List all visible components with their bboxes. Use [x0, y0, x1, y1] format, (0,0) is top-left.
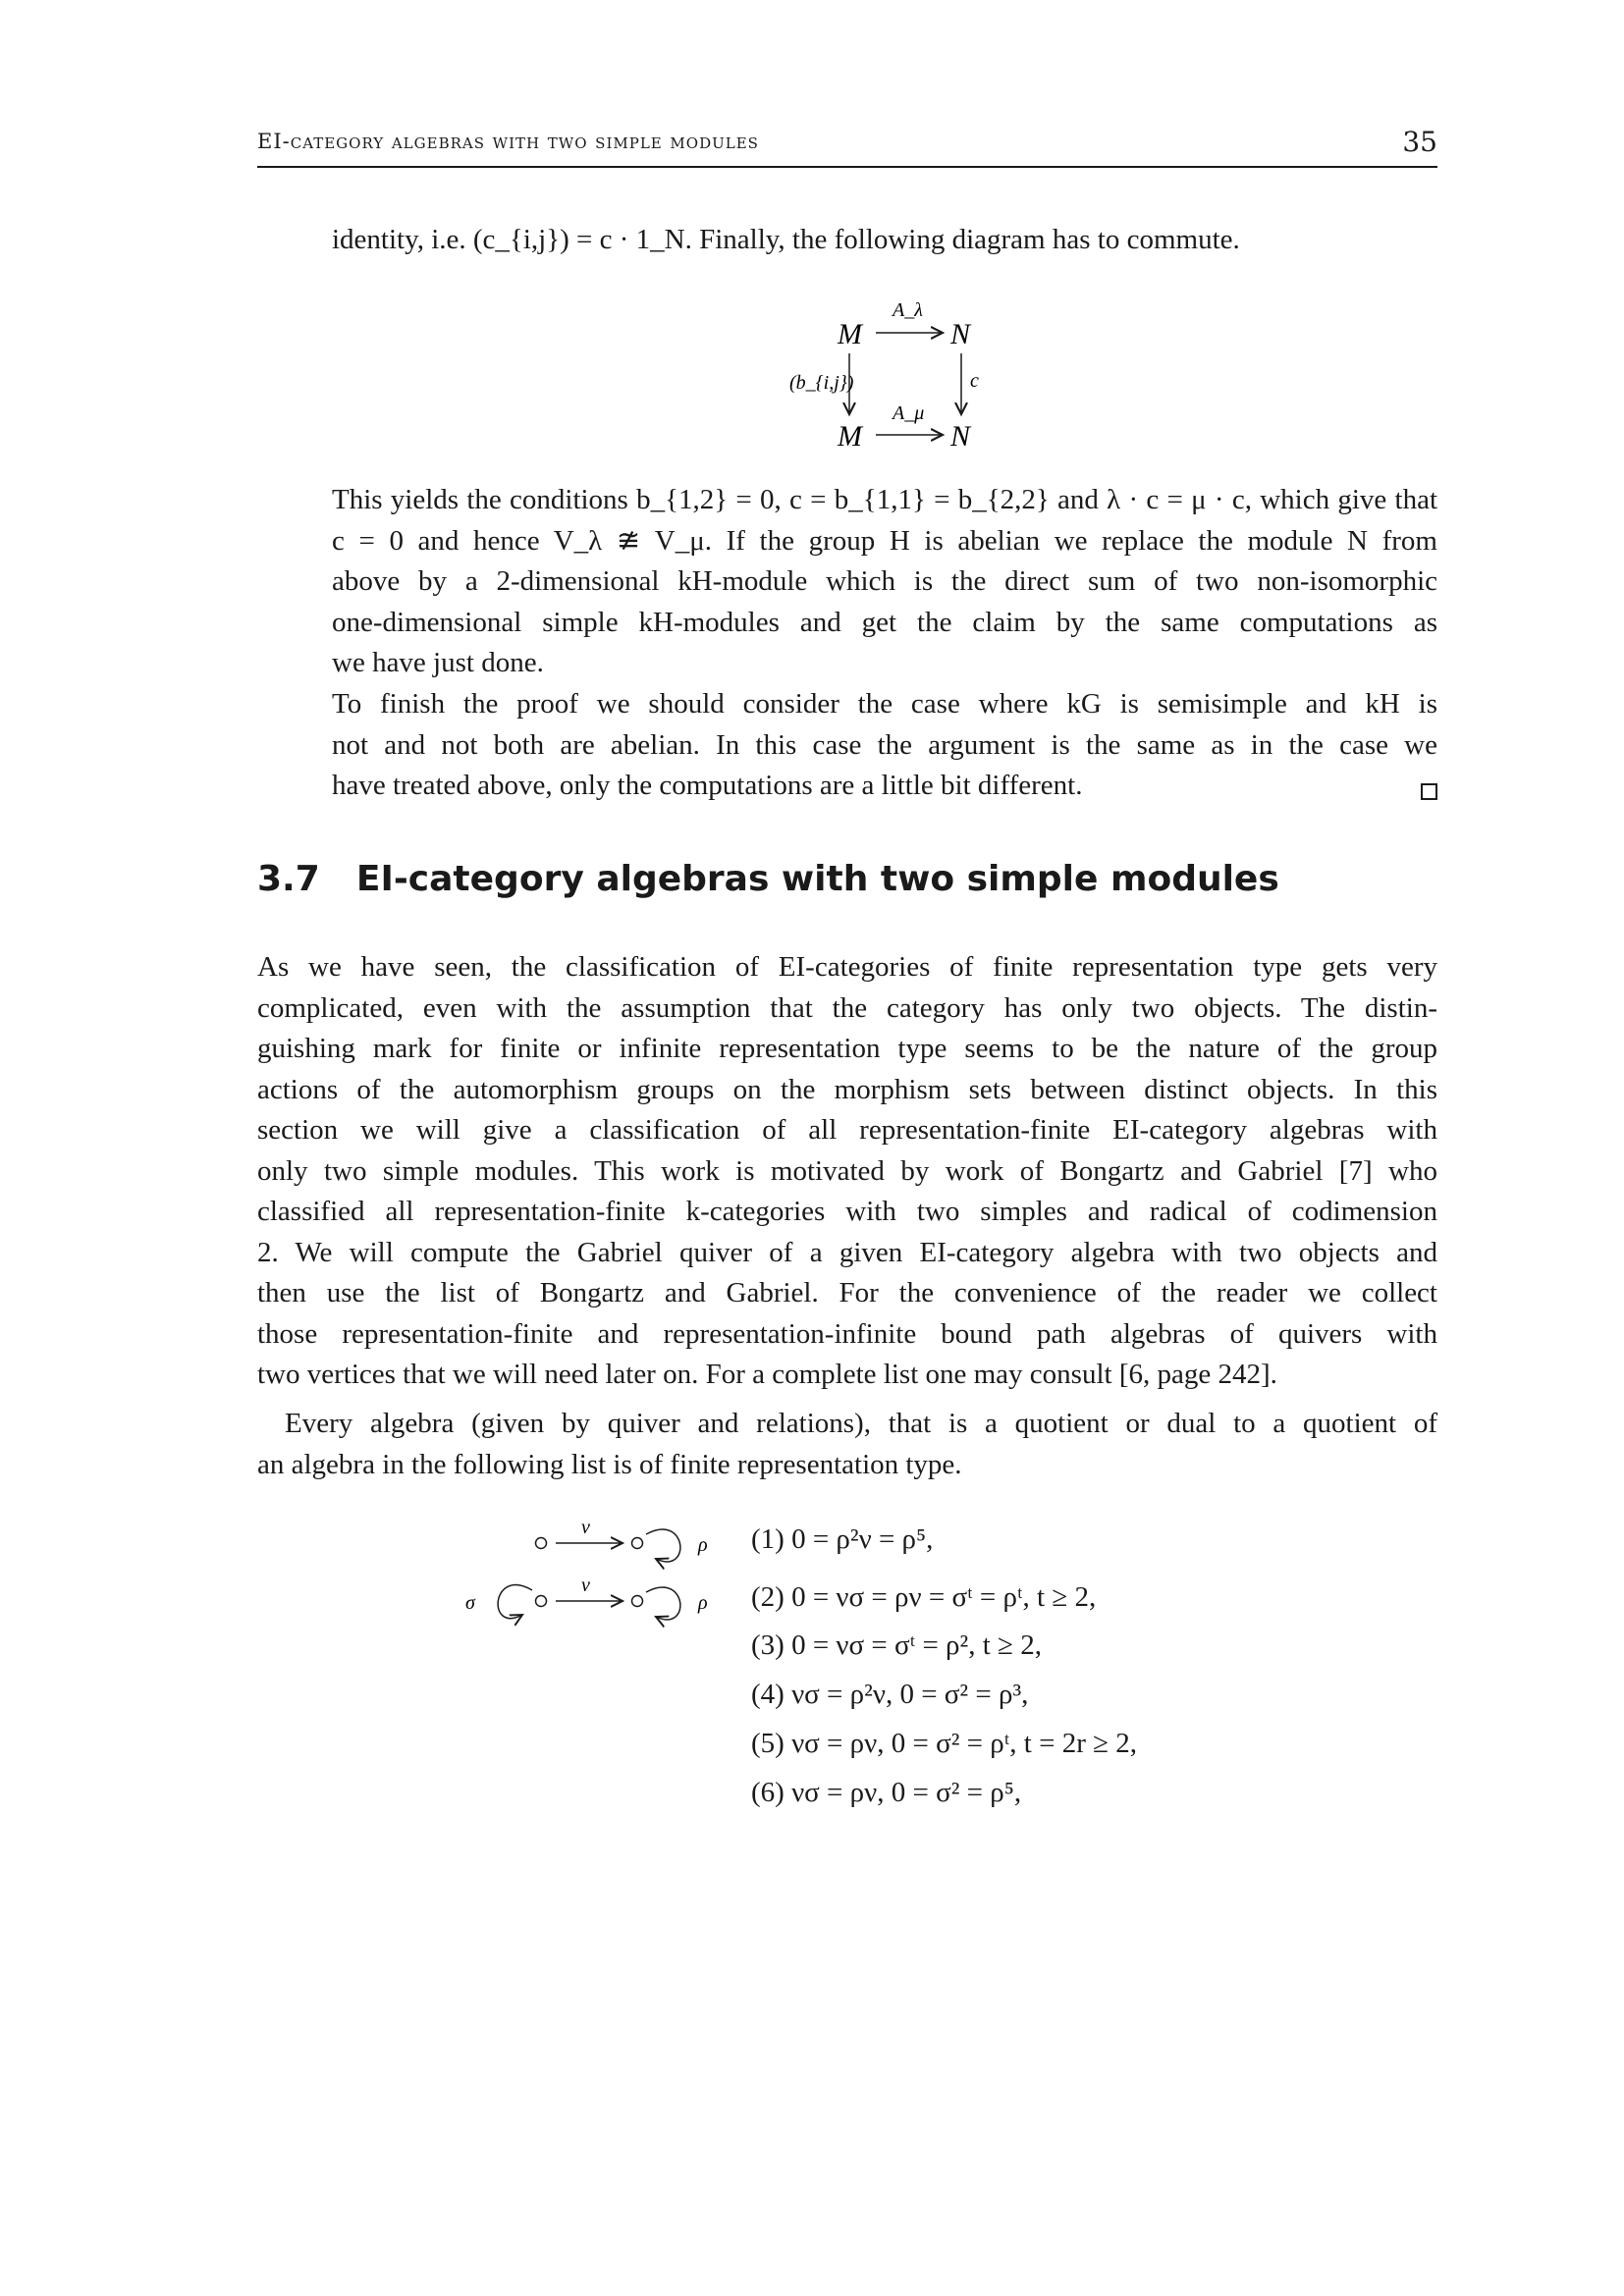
intro-paragraph — [332, 220, 1437, 261]
paragraph-classification — [257, 947, 1437, 1396]
text-line: actions of the automorphism groups on the morphism sets between distinct objects. In this — [257, 1073, 1437, 1105]
diagram-right-arrow-label: c — [970, 370, 979, 392]
quiver-2-right-loop-label: ρ — [698, 1592, 708, 1614]
paragraph-every-algebra — [257, 1404, 1437, 1485]
text-line: To finish the proof we should consider the case where kG is semisimple and kH is — [332, 688, 1437, 720]
text-line: 2. We will compute the Gabriel quiver of a given EI-category algebra with two objects and — [257, 1236, 1437, 1268]
text-line: above by a 2-dimensional kH-module which is the direct sum of two non-isomorphic — [332, 565, 1437, 597]
quiver-1-loop-label: ρ — [698, 1534, 708, 1556]
text-line: one-dimensional simple kH-modules and get the claim by the same computations as — [332, 606, 1437, 638]
paragraph-finish-proof — [332, 684, 1437, 807]
quiver-1-vertex-left — [536, 1538, 547, 1549]
text-line: This yields the conditions b_{1,2} = 0, c = b_{1,1} = b_{2,2} and λ · c = μ · c, which give that — [332, 484, 1437, 515]
diagram-node-top-left: M — [838, 318, 862, 350]
quiver-2-left-loop-label: σ — [465, 1592, 475, 1614]
diagram-bottom-arrow-label: A_μ — [893, 402, 925, 424]
section-title: EI-category algebras with two simple modules — [355, 859, 1279, 899]
quiver-2-vertex-right — [632, 1596, 643, 1607]
text-line: an algebra in the following list is of finite representation type. — [257, 1448, 962, 1480]
quiver-1-loop — [646, 1529, 680, 1562]
text-line: those representation-finite and representation-infinite bound path algebras of quivers with — [257, 1317, 1437, 1350]
text-line: complicated, even with the assumption that the category has only two objects. The distin- — [257, 991, 1437, 1024]
relation-item: (5) νσ = ρν, 0 = σ² = ρᵗ, t = 2r ≥ 2, — [751, 1728, 1138, 1759]
text-line: guishing mark for finite or infinite representation type seems to be the nature of the group — [257, 1033, 1437, 1064]
text-line: then use the list of Bongartz and Gabriel. For the convenience of the reader we collect — [257, 1277, 1437, 1308]
running-header-title: EI-category algebras with two simple modules — [257, 130, 759, 153]
text-line: As we have seen, the classification of EI-categories of finite representation type gets very — [257, 951, 1437, 983]
text-line: classified all representation-finite k-categories with two simples and radical of codimension — [257, 1196, 1437, 1227]
text-line: Every algebra (given by quiver and relations), that is a quotient or dual to a quotient of — [285, 1408, 1437, 1439]
text-line: c = 0 and hence V_λ ≇ V_μ. If the group H is abelian we replace the module N from — [332, 524, 1437, 557]
quiver-2-arrow-label: ν — [581, 1575, 590, 1596]
quiver-2-left-loop — [498, 1585, 532, 1619]
section-number: 3.7 — [257, 859, 320, 899]
header-rule — [257, 166, 1437, 168]
quiver-2-vertex-left — [536, 1596, 547, 1607]
text-line-content: have treated above, only the computations are a little bit different. — [332, 770, 1083, 801]
relation-item: (2) 0 = νσ = ρν = σᵗ = ρᵗ, t ≥ 2, — [751, 1581, 1097, 1613]
diagram-top-arrow-label: A_λ — [893, 299, 923, 321]
quiver-1-vertex-right — [632, 1538, 643, 1549]
text-line: we have just done. — [332, 647, 544, 678]
text-line: identity, i.e. (c_{i,j}) = c · 1_N. Finally, the following diagram has to commute. — [332, 224, 1240, 255]
page-number: 35 — [1402, 126, 1437, 158]
text-line: not and not both are abelian. In this case the argument is the same as in the case we — [332, 728, 1437, 761]
qed-square-icon — [1421, 783, 1437, 800]
text-line — [332, 766, 1437, 807]
diagram-node-bottom-left: M — [838, 420, 862, 453]
diagram-left-arrow-label: (b_{i,j}) — [789, 372, 854, 394]
section-heading — [257, 859, 1279, 899]
paragraph-conditions — [332, 480, 1437, 684]
diagram-node-bottom-right: N — [950, 420, 971, 453]
quiver-1-arrow-label: ν — [581, 1517, 590, 1538]
relation-item: (3) 0 = νσ = σᵗ = ρ², t ≥ 2, — [751, 1629, 1042, 1661]
relation-item: (4) νσ = ρ²ν, 0 = σ² = ρ³, — [751, 1679, 1029, 1710]
quiver-2-right-loop — [646, 1587, 680, 1620]
text-line: only two simple modules. This work is motivated by work of Bongartz and Gabriel [7] who — [257, 1154, 1437, 1187]
relation-item: (1) 0 = ρ²ν = ρ⁵, — [751, 1523, 934, 1555]
quiver-1 — [536, 1517, 708, 1562]
quiver-2 — [465, 1575, 708, 1620]
text-line: two vertices that we will need later on. For a complete list one may consult [6, page 242]. — [257, 1359, 1277, 1390]
relation-item: (6) νσ = ρν, 0 = σ² = ρ⁵, — [751, 1777, 1022, 1808]
text-line: section we will give a classification of all representation-finite EI-category algebras with — [257, 1114, 1437, 1146]
diagram-node-top-right: N — [950, 318, 971, 350]
